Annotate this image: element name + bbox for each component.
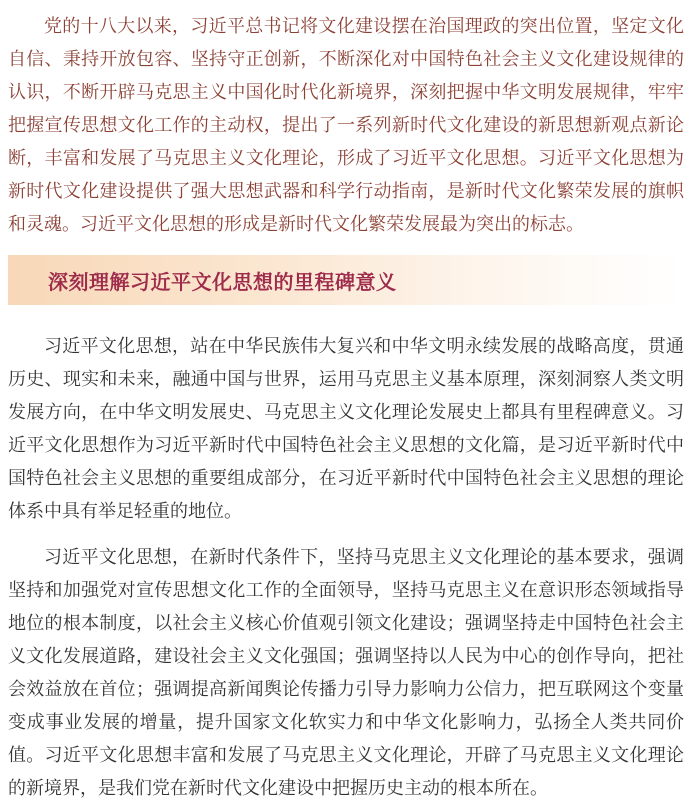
section-heading: 深刻理解习近平文化思想的里程碑意义 — [48, 271, 397, 294]
section-heading-bar — [8, 255, 684, 305]
lead-paragraph: 党的十八大以来，习近平总书记将文化建设摆在治国理政的突出位置，坚定文化自信、秉持开放包容、坚持守正创新，不断深化对中国特色社会主义文化建设规律的认识，不断开辟马克思主义中国化时代化新境界，深刻把握中华文明发展规律，牢牢把握宣传思想文化工作的主动权，提出了一系列新时代文化建设的新思想新观点新论断，丰富和发展了马克思主义文化理论，形成了习近平文化思想。习近平文化思想为新时代文化建设提供了强大思想武器和科学行动指南，是新时代文化繁荣发展的旗帜和灵魂。习近平文化思想的形成是新时代文化繁荣发展最为突出的标志。 — [8, 16, 684, 234]
body-paragraph-2: 习近平文化思想，在新时代条件下，坚持马克思主义文化理论的基本要求，强调坚持和加强党对宣传思想文化工作的全面领导，坚持马克思主义在意识形态领域指导地位的根本制度，以社会主义核心价值观引领文化建设；强调坚持走中国特色社会主义文化发展道路，建设社会主义文化强国；强调坚持以人民为中心的创作导向，把社会效益放在首位；强调提高新闻舆论传播力引导力影响力公信力，把互联网这个变量变成事业发展的增量，提升国家文化软实力和中华文化影响力，弘扬全人类共同价值。习近平文化思想丰富和发展了马克思主义文化理论，开辟了马克思主义文化理论的新境界，是我们党在新时代文化建设中把握历史主动的根本所在。 — [8, 547, 684, 798]
body-paragraph-1: 习近平文化思想，站在中华民族伟大复兴和中华文明永续发展的战略高度，贯通历史、现实和未来，融通中国与世界，运用马克思主义基本原理，深刻洞察人类文明发展方向，在中华文明发展史、马克思主义文化理论发展史上都具有里程碑意义。习近平文化思想作为习近平新时代中国特色社会主义思想的文化篇，是习近平新时代中国特色社会主义思想的重要组成部分，在习近平新时代中国特色社会主义思想的理论体系中具有举足轻重的地位。 — [8, 336, 684, 521]
